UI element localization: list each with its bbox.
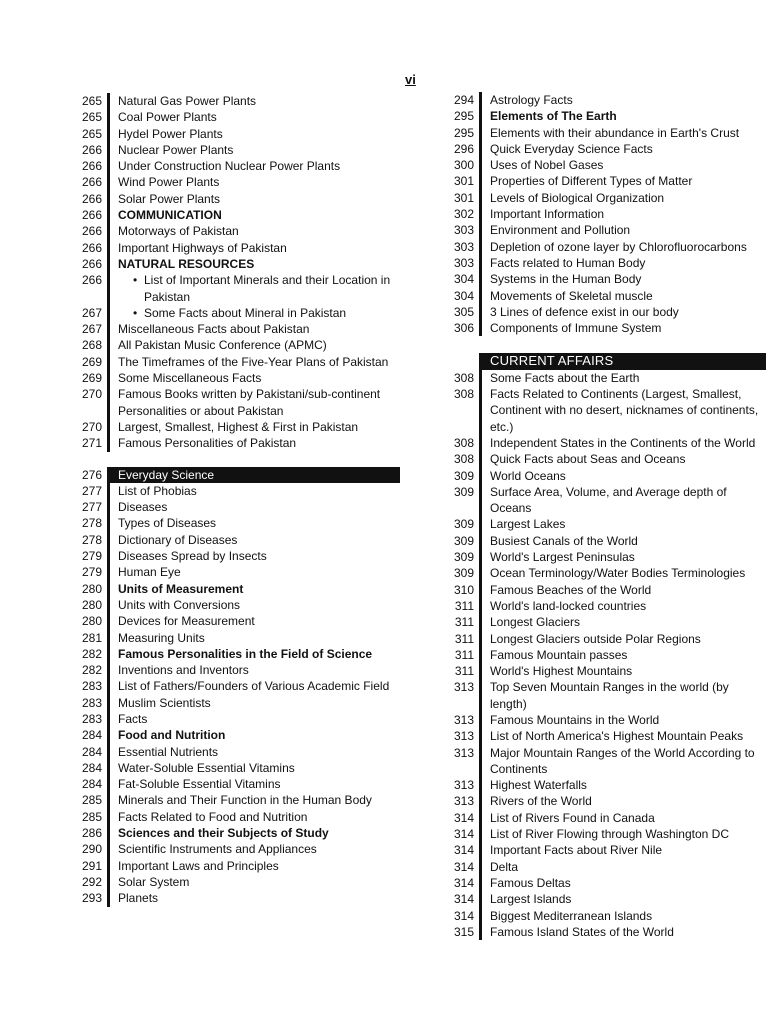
bullet-icon: •	[133, 305, 138, 320]
toc-entry-title: World Oceans	[479, 468, 766, 484]
toc-entry	[444, 793, 766, 809]
toc-entry	[72, 695, 400, 711]
toc-entry	[444, 304, 766, 320]
toc-entry-title: Longest Glaciers outside Polar Regions	[479, 631, 766, 647]
toc-entry	[444, 190, 766, 206]
toc-entry	[72, 809, 400, 825]
toc-entry	[444, 842, 766, 858]
toc-entry	[72, 207, 400, 223]
toc-entry	[444, 320, 766, 336]
toc-entry-title: Facts related to Human Body	[479, 255, 766, 271]
toc-entry-page: 284	[81, 728, 102, 743]
toc-entry-title: World's Largest Peninsulas	[479, 549, 766, 565]
toc-entry-page: 303	[453, 239, 474, 254]
toc-entry	[72, 613, 400, 629]
toc-entry-page: 295	[453, 109, 474, 124]
toc-entry-page: 266	[81, 191, 102, 206]
toc-entry	[72, 223, 400, 239]
toc-entry-page: 265	[81, 110, 102, 125]
toc-entry-title: The Timeframes of the Five-Year Plans of Pakistan	[107, 354, 400, 370]
toc-entry-page: 309	[453, 566, 474, 581]
toc-entry-page: 293	[81, 891, 102, 906]
toc-entry	[444, 614, 766, 630]
toc-entry-title: List of Phobias	[107, 483, 400, 499]
toc-entry-title: Under Construction Nuclear Power Plants	[107, 158, 400, 174]
toc-entry-page: 267	[81, 305, 102, 320]
toc-entry	[444, 288, 766, 304]
toc-entry	[444, 206, 766, 222]
toc-entry-page: 269	[81, 354, 102, 369]
toc-entry-page: 279	[81, 565, 102, 580]
toc-entry-page: 304	[453, 288, 474, 303]
toc-entry	[72, 662, 400, 678]
toc-entry-title: Top Seven Mountain Ranges in the world (by length)	[479, 679, 766, 712]
toc-entry-page: 266	[81, 256, 102, 271]
toc-entry	[72, 370, 400, 386]
toc-entry-title: Miscellaneous Facts about Pakistan	[107, 321, 400, 337]
toc-entry-title: Some Miscellaneous Facts	[107, 370, 400, 386]
toc-entry-title: Nuclear Power Plants	[107, 142, 400, 158]
toc-entry-page: 309	[453, 533, 474, 548]
toc-entry-page: 313	[453, 729, 474, 744]
toc-entry-title: Longest Glaciers	[479, 614, 766, 630]
toc-entry-page: 265	[81, 126, 102, 141]
toc-entry	[72, 858, 400, 874]
toc-entry-page: 291	[81, 858, 102, 873]
toc-entry-title: Levels of Biological Organization	[479, 190, 766, 206]
toc-entry	[444, 370, 766, 386]
section-page	[444, 353, 479, 369]
toc-entry-title: Food and Nutrition	[107, 727, 400, 743]
toc-entry	[72, 825, 400, 841]
toc-entry-title: Environment and Pollution	[479, 222, 766, 238]
toc-entry-page: 268	[81, 338, 102, 353]
toc-entry-title: List of Important Minerals and their Location in Pakistan	[144, 273, 391, 304]
toc-entry	[72, 240, 400, 256]
toc-entry	[72, 321, 400, 337]
toc-entry	[72, 711, 400, 727]
toc-entry-title: Surface Area, Volume, and Average depth of Oceans	[479, 484, 766, 517]
toc-entry-title: Human Eye	[107, 564, 400, 580]
toc-entry	[444, 924, 766, 940]
toc-entry-title: Motorways of Pakistan	[107, 223, 400, 239]
toc-entry-page: 311	[454, 615, 474, 630]
toc-entry-title: Famous Books written by Pakistani/sub-continent Personalities or about Pakistan	[107, 386, 400, 419]
toc-entry-page: 306	[453, 321, 474, 336]
toc-entry-page: 282	[81, 646, 102, 661]
toc-entry-page: 266	[81, 175, 102, 190]
toc-right-entries	[444, 92, 766, 336]
toc-entry-title: Important Facts about River Nile	[479, 842, 766, 858]
toc-entry-page: 266	[81, 159, 102, 174]
toc-entry	[444, 533, 766, 549]
toc-entry-page: 311	[454, 598, 474, 613]
toc-entry-page: 303	[453, 255, 474, 270]
toc-entry	[444, 777, 766, 793]
toc-entry-title: Biggest Mediterranean Islands	[479, 908, 766, 924]
toc-entry-title: Important Highways of Pakistan	[107, 240, 400, 256]
toc-entry	[444, 468, 766, 484]
toc-entry-page: 266	[81, 208, 102, 223]
toc-entry-title: World's land-locked countries	[479, 598, 766, 614]
toc-entry-page: 300	[453, 158, 474, 173]
toc-entry	[72, 354, 400, 370]
toc-entry-page: 315	[453, 924, 474, 939]
toc-entry-title: Diseases Spread by Insects	[107, 548, 400, 564]
toc-entry-title: Inventions and Inventors	[107, 662, 400, 678]
toc-entry-title: COMMUNICATION	[107, 207, 400, 223]
toc-entry	[444, 679, 766, 712]
toc-entry-page: 284	[81, 777, 102, 792]
section-header-everyday-science	[72, 467, 400, 483]
toc-entry-title: Essential Nutrients	[107, 744, 400, 760]
toc-entry	[72, 386, 400, 419]
toc-entry-page: 265	[81, 94, 102, 108]
toc-entry-title: Coal Power Plants	[107, 109, 400, 125]
toc-entry-page: 278	[81, 516, 102, 531]
toc-entry-title: Largest, Smallest, Highest & First in Pakistan	[107, 419, 400, 435]
toc-entry-title: Some Facts about the Earth	[479, 370, 766, 386]
toc-entry-page: 313	[453, 778, 474, 793]
toc-entry-page: 280	[81, 614, 102, 629]
toc-entry-title: Largest Islands	[479, 891, 766, 907]
toc-entry-title: Types of Diseases	[107, 515, 400, 531]
toc-entry	[72, 630, 400, 646]
toc-entry-page: 281	[81, 630, 102, 645]
toc-entry	[444, 712, 766, 728]
toc-entry-title: Hydel Power Plants	[107, 126, 400, 142]
toc-entry-title: List of Rivers Found in Canada	[479, 810, 766, 826]
toc-entry-title: Famous Mountains in the World	[479, 712, 766, 728]
toc-entry	[72, 532, 400, 548]
toc-entry-title: Important Information	[479, 206, 766, 222]
toc-entry	[444, 271, 766, 287]
toc-entry	[72, 776, 400, 792]
toc-entry-bullet-item	[107, 305, 400, 321]
toc-entry	[72, 126, 400, 142]
toc-entry-title: Facts	[107, 711, 400, 727]
toc-entry-title: Busiest Canals of the World	[479, 533, 766, 549]
toc-entry	[72, 548, 400, 564]
toc-entry-page: 270	[81, 419, 102, 434]
toc-entry-page: 266	[81, 224, 102, 239]
toc-left-section-entries	[72, 483, 400, 907]
toc-entry-title: Famous Mountain passes	[479, 647, 766, 663]
section-header-current-affairs	[444, 353, 766, 369]
toc-entry	[444, 92, 766, 108]
toc-entry	[444, 745, 766, 778]
toc-entry-title: Famous Island States of the World	[479, 924, 766, 940]
toc-right-section-entries	[444, 370, 766, 940]
toc-entry	[72, 337, 400, 353]
toc-entry-page: 308	[453, 387, 474, 402]
toc-entry-title: Famous Personalities of Pakistan	[107, 435, 400, 451]
toc-entry-page: 309	[453, 517, 474, 532]
toc-entry-title: Water-Soluble Essential Vitamins	[107, 760, 400, 776]
toc-entry-page: 280	[81, 597, 102, 612]
section-title: Everyday Science	[107, 467, 400, 483]
toc-entry	[444, 125, 766, 141]
toc-entry-title: Uses of Nobel Gases	[479, 157, 766, 173]
toc-entry	[444, 435, 766, 451]
toc-entry	[72, 499, 400, 515]
toc-entry-title: Units with Conversions	[107, 597, 400, 613]
toc-entry-title: Dictionary of Diseases	[107, 532, 400, 548]
toc-entry-title: Famous Beaches of the World	[479, 582, 766, 598]
toc-entry-title: Rivers of the World	[479, 793, 766, 809]
toc-entry-page: 309	[453, 484, 474, 499]
toc-entry	[444, 141, 766, 157]
toc-entry-page: 314	[453, 908, 474, 923]
toc-entry-page: 314	[453, 875, 474, 890]
toc-entry-page: 309	[453, 550, 474, 565]
toc-entry	[444, 549, 766, 565]
toc-entry	[444, 108, 766, 124]
toc-entry	[72, 158, 400, 174]
toc-entry-title: Muslim Scientists	[107, 695, 400, 711]
toc-entry-page: 285	[81, 809, 102, 824]
toc-entry-title: Major Mountain Ranges of the World According to Continents	[479, 745, 766, 778]
toc-entry-title: Minerals and Their Function in the Human Body	[107, 792, 400, 808]
toc-entry	[444, 516, 766, 532]
toc-entry	[72, 483, 400, 499]
toc-entry	[72, 597, 400, 613]
toc-entry-page: 270	[81, 387, 102, 402]
toc-entry	[444, 891, 766, 907]
toc-entry-title: World's Highest Mountains	[479, 663, 766, 679]
toc-entry-page: 279	[81, 549, 102, 564]
toc-entry-page: 283	[81, 711, 102, 726]
toc-entry-title: Sciences and their Subjects of Study	[107, 825, 400, 841]
toc-entry-page: 285	[81, 793, 102, 808]
toc-entry-page: 314	[453, 892, 474, 907]
toc-entry-page: 313	[453, 794, 474, 809]
toc-entry-page: 295	[453, 125, 474, 140]
toc-entry-page: 310	[453, 582, 474, 597]
toc-entry-title: Important Laws and Principles	[107, 858, 400, 874]
toc-entry	[72, 272, 400, 305]
toc-entry	[444, 386, 766, 435]
toc-entry-page: 309	[453, 468, 474, 483]
toc-entry-page: 304	[453, 272, 474, 287]
toc-entry	[72, 760, 400, 776]
toc-entry	[72, 174, 400, 190]
toc-entry-title: Solar Power Plants	[107, 191, 400, 207]
toc-entry	[444, 255, 766, 271]
toc-entry-page: 314	[453, 843, 474, 858]
bullet-icon: •	[133, 273, 138, 288]
toc-entry-title: Diseases	[107, 499, 400, 515]
toc-entry	[444, 875, 766, 891]
toc-entry-title: Components of Immune System	[479, 320, 766, 336]
toc-entry	[72, 646, 400, 662]
toc-entry-title: Some Facts about Mineral in Pakistan	[144, 305, 347, 320]
toc-entry-title: List of Fathers/Founders of Various Academic Field	[107, 678, 400, 694]
toc-entry-page: 305	[453, 304, 474, 319]
toc-entry	[444, 647, 766, 663]
toc-entry-page: 283	[81, 695, 102, 710]
toc-entry-page: 271	[81, 436, 102, 451]
toc-entry-page: 313	[453, 712, 474, 727]
toc-entry-page: 301	[453, 174, 474, 189]
toc-entry-title: Quick Facts about Seas and Oceans	[479, 451, 766, 467]
toc-entry-title: All Pakistan Music Conference (APMC)	[107, 337, 400, 353]
toc-entry-title: Scientific Instruments and Appliances	[107, 841, 400, 857]
toc-entry-title: Solar System	[107, 874, 400, 890]
toc-entry	[444, 239, 766, 255]
toc-entry	[72, 109, 400, 125]
toc-entry-page: 277	[81, 500, 102, 515]
toc-entry-page: 296	[453, 141, 474, 156]
toc-entry-title: NATURAL RESOURCES	[107, 256, 400, 272]
toc-entry	[444, 598, 766, 614]
toc-entry	[72, 890, 400, 906]
toc-entry	[72, 678, 400, 694]
toc-entry-page: 284	[81, 760, 102, 775]
toc-entry	[444, 582, 766, 598]
toc-entry-page: 266	[81, 240, 102, 255]
toc-entry-page: 284	[81, 744, 102, 759]
toc-entry-page: 314	[453, 810, 474, 825]
toc-entry-title: Units of Measurement	[107, 581, 400, 597]
toc-entry-page: 311	[454, 631, 474, 646]
toc-entry	[444, 484, 766, 517]
toc-entry-title: List of River Flowing through Washington DC	[479, 826, 766, 842]
toc-entry-page: 277	[81, 483, 102, 498]
toc-entry-page: 303	[453, 223, 474, 238]
section-page: 276	[81, 467, 102, 482]
toc-entry-title: Fat-Soluble Essential Vitamins	[107, 776, 400, 792]
toc-entry-page: 313	[453, 745, 474, 760]
toc-left-entries	[72, 93, 400, 452]
toc-entry-page: 314	[453, 859, 474, 874]
toc-entry-title: List of North America's Highest Mountain Peaks	[479, 728, 766, 744]
toc-entry-page: 283	[81, 679, 102, 694]
toc-entry	[444, 826, 766, 842]
toc-entry	[72, 841, 400, 857]
toc-entry-page: 308	[453, 435, 474, 450]
toc-entry-title: Quick Everyday Science Facts	[479, 141, 766, 157]
toc-entry-title: Wind Power Plants	[107, 174, 400, 190]
toc-entry	[444, 222, 766, 238]
toc-entry-title: Systems in the Human Body	[479, 271, 766, 287]
toc-entry-page: 308	[453, 370, 474, 385]
toc-entry-title: Famous Personalities in the Field of Science	[107, 646, 400, 662]
toc-entry	[72, 515, 400, 531]
toc-entry-page: 314	[453, 827, 474, 842]
toc-entry	[444, 859, 766, 875]
toc-entry-page: 280	[81, 581, 102, 596]
toc-entry	[444, 451, 766, 467]
toc-entry	[72, 581, 400, 597]
toc-entry-page: 282	[81, 663, 102, 678]
toc-entry-page: 286	[81, 826, 102, 841]
toc-entry	[444, 631, 766, 647]
toc-entry	[72, 93, 400, 109]
toc-entry-title: Delta	[479, 859, 766, 875]
toc-entry-page: 313	[453, 680, 474, 695]
toc-entry	[444, 173, 766, 189]
toc-entry-page: 290	[81, 842, 102, 857]
toc-entry-page: 269	[81, 371, 102, 386]
toc-entry-title: Depletion of ozone layer by Chlorofluorocarbons	[479, 239, 766, 255]
toc-entry	[72, 744, 400, 760]
toc-entry-title: Elements with their abundance in Earth's Crust	[479, 125, 766, 141]
page-number: vi	[405, 72, 416, 87]
toc-entry	[72, 191, 400, 207]
section-title: CURRENT AFFAIRS	[479, 353, 766, 369]
toc-entry	[444, 157, 766, 173]
toc-entry-title: Elements of The Earth	[479, 108, 766, 124]
toc-entry	[444, 663, 766, 679]
toc-entry-page: 302	[453, 207, 474, 222]
toc-entry-page: 266	[81, 273, 102, 288]
toc-entry	[444, 908, 766, 924]
toc-entry	[72, 305, 400, 321]
toc-entry-title: Measuring Units	[107, 630, 400, 646]
toc-entry-title: Properties of Different Types of Matter	[479, 173, 766, 189]
toc-entry-page: 292	[81, 874, 102, 889]
toc-entry	[72, 792, 400, 808]
toc-entry	[72, 256, 400, 272]
toc-entry	[72, 142, 400, 158]
toc-entry	[72, 874, 400, 890]
toc-entry-page: 267	[81, 322, 102, 337]
toc-entry-title: Facts Related to Continents (Largest, Smallest, Continent with no desert, nicknames of continents, etc.)	[479, 386, 766, 435]
toc-entry-page: 301	[453, 190, 474, 205]
toc-entry-title: Facts Related to Food and Nutrition	[107, 809, 400, 825]
toc-entry	[72, 564, 400, 580]
toc-left-column	[72, 93, 400, 907]
toc-entry-title: Largest Lakes	[479, 516, 766, 532]
toc-entry-page: 294	[453, 93, 474, 107]
toc-entry-title: Ocean Terminology/Water Bodies Terminologies	[479, 565, 766, 581]
toc-entry-page: 266	[81, 142, 102, 157]
toc-entry	[444, 565, 766, 581]
toc-entry-title: Astrology Facts	[479, 92, 766, 108]
toc-entry-page: 311	[454, 647, 474, 662]
toc-entry	[72, 435, 400, 451]
toc-entry	[72, 419, 400, 435]
toc-entry-page: 308	[453, 452, 474, 467]
toc-entry-bullet-item	[107, 272, 400, 305]
toc-entry-title: Movements of Skeletal muscle	[479, 288, 766, 304]
toc-entry	[444, 810, 766, 826]
toc-entry-title: Planets	[107, 890, 400, 906]
toc-right-column	[444, 92, 766, 940]
toc-entry-title: Highest Waterfalls	[479, 777, 766, 793]
toc-entry-title: Natural Gas Power Plants	[107, 93, 400, 109]
toc-entry-page: 311	[454, 664, 474, 679]
toc-entry-page: 278	[81, 532, 102, 547]
toc-entry-title: Independent States in the Continents of the World	[479, 435, 766, 451]
toc-entry-title: Famous Deltas	[479, 875, 766, 891]
toc-entry-title: 3 Lines of defence exist in our body	[479, 304, 766, 320]
toc-entry	[444, 728, 766, 744]
toc-entry	[72, 727, 400, 743]
toc-entry-title: Devices for Measurement	[107, 613, 400, 629]
